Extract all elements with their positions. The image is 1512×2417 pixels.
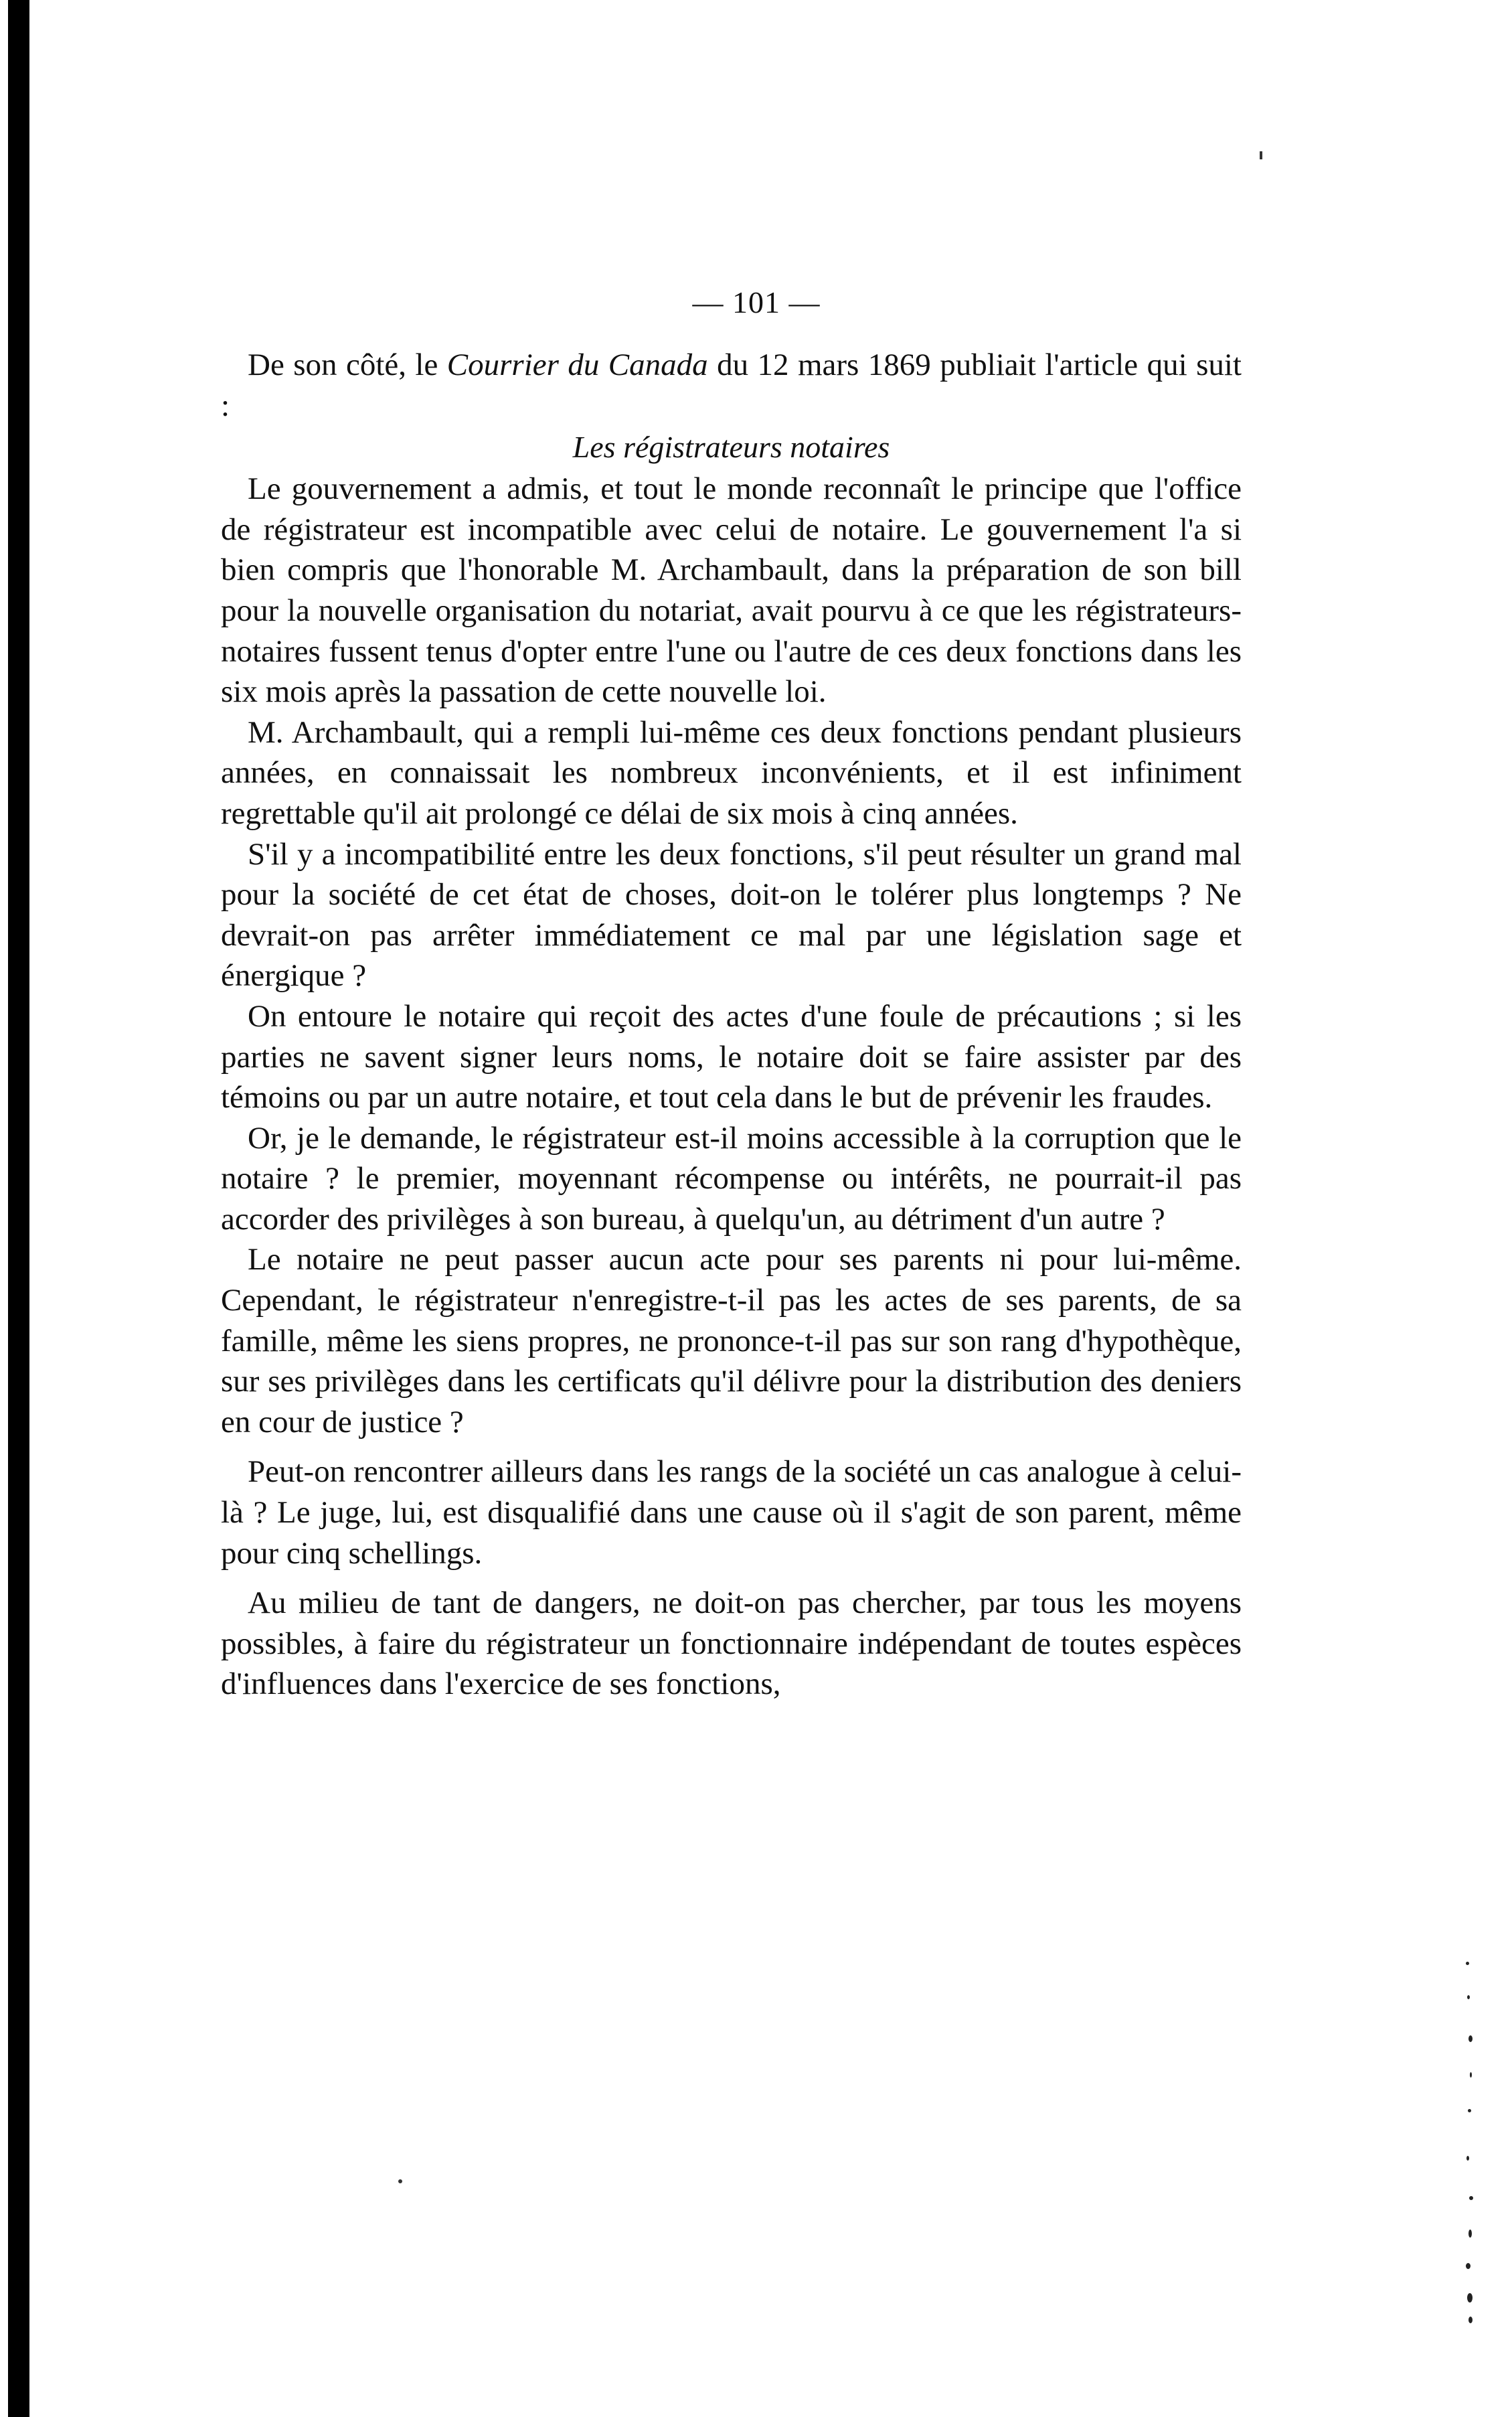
article-body xyxy=(221,345,1242,1705)
scan-speck xyxy=(1260,151,1262,159)
paragraph: Peut-on rencontrer ailleurs dans les rangs de la société un cas analogue à celui-là ? Le juge, lui, est disqualifié dans une cause où il s'agit de son parent, même pour cinq schellings. xyxy=(221,1454,1242,1571)
paragraph: Au milieu de tant de dangers, ne doit-on pas chercher, par tous les moyens possibles, à faire du régistrateur un fonctionnaire indépendant de toutes espèces d'influences dans l'exercice de ses fonctions, xyxy=(221,1585,1242,1702)
intro-text-a: De son côté, le xyxy=(248,347,447,382)
scan-speck xyxy=(398,2179,402,2183)
intro-text-b: du 12 mars 1869 publiait l'article qui suit : xyxy=(221,347,1242,423)
paragraph: S'il y a incompatibilité entre les deux fonctions, s'il peut résulter un grand mal pour la société de cet état de choses, doit-on le tolérer plus longtemps ? Ne devrait-on pas arrêter immédiatement ce mal par une législation sage et énergique ? xyxy=(221,836,1242,994)
article-heading: Les régistrateurs notaires xyxy=(572,430,890,465)
intro-paragraph xyxy=(221,345,1242,426)
page-number: — 101 — xyxy=(692,285,821,319)
scan-binding-edge xyxy=(8,0,29,2417)
paragraph: On entoure le notaire qui reçoit des actes d'une foule de précautions ; si les parties ne savent signer leurs noms, le notaire doit se faire assister par des témoins ou par un autre notaire, et tout cela dans le but de prévenir les fraudes. xyxy=(221,998,1242,1115)
paragraph: Or, je le demande, le régistrateur est-il moins accessible à la corruption que le notaire ? le premier, moyennant récompense ou intérêts, ne pourrait-il pas accorder des privilèges à son bureau, à quelqu'un, au détriment d'un autre ? xyxy=(221,1120,1242,1237)
paragraph: Le gouvernement a admis, et tout le monde reconnaît le principe que l'office de régistrateur est incompatible avec celui de notaire. Le gouvernement l'a si bien compris que l'honorable M. Archambault, dans la préparation de son bill pour la nouvelle organisation du notariat, avait pourvu à ce que les régistrateurs-notaires fussent tenus d'opter entre l'une ou l'autre de ces deux fonctions dans les six mois après la passation de cette nouvelle loi. xyxy=(221,471,1242,710)
paragraph: M. Archambault, qui a rempli lui-même ces deux fonctions pendant plusieurs années, en connaissait les nombreux inconvénients, et il est infiniment regrettable qu'il ait prolongé ce délai de six mois à cinq années. xyxy=(221,714,1242,831)
scan-margin-noise xyxy=(1439,1955,1479,2330)
newspaper-title: Courrier du Canada xyxy=(446,347,708,382)
paragraph: Le notaire ne peut passer aucun acte pour ses parents ni pour lui-même. Cependant, le régistrateur n'enregistre-t-il pas les actes de ses parents, de sa famille, même les siens propres, ne prononce-t-il pas sur son rang d'hypothèque, sur ses privilèges dans les certificats qu'il délivre pour la distribution des deniers en cour de justice ? xyxy=(221,1242,1242,1439)
